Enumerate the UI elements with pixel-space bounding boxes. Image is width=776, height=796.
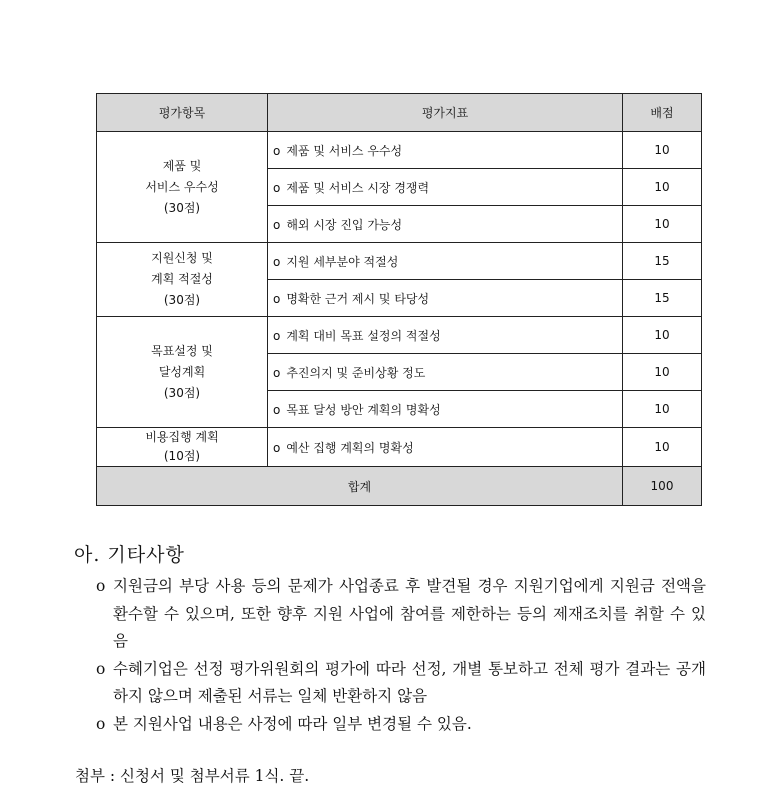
indicator-text: 제품 및 서비스 시장 경쟁력 — [286, 180, 430, 195]
bullet-mark: o — [273, 217, 281, 232]
bullet-mark: o — [96, 577, 106, 595]
table-row — [97, 317, 702, 354]
section-title: 아. 기타사항 — [74, 544, 185, 566]
category-line: (30점) — [163, 293, 201, 307]
table-header-row — [97, 94, 702, 132]
header-category: 평가항목 — [97, 94, 268, 132]
table-row — [97, 243, 702, 280]
bullet-mark: o — [96, 659, 106, 678]
attachment-line: 첨부 : 신청서 및 첨부서류 1식. 끝. — [75, 767, 310, 785]
list-item — [96, 656, 706, 711]
table-row — [97, 132, 702, 169]
category-cell — [97, 243, 268, 317]
header-score: 배점 — [623, 94, 702, 132]
bullet-mark: o — [273, 254, 281, 269]
indicator-cell — [268, 169, 623, 206]
indicator-cell — [268, 428, 623, 467]
total-score: 100 — [623, 467, 702, 506]
category-line: 달성계획 — [158, 364, 206, 379]
bullet-mark: o — [273, 291, 281, 306]
total-row — [97, 467, 702, 506]
indicator-text: 지원 세부분야 적절성 — [286, 254, 399, 269]
score-cell: 10 — [623, 206, 702, 243]
bullet-mark: o — [273, 180, 281, 195]
bullet-mark: o — [273, 365, 281, 380]
list-item — [96, 573, 706, 656]
category-line: 서비스 우수성 — [145, 179, 219, 194]
indicator-cell — [268, 354, 623, 391]
category-line: 지원신청 및 — [151, 251, 213, 265]
category-line: 비용집행 계획 — [145, 430, 219, 444]
category-line: 계획 적절성 — [151, 272, 213, 286]
score-cell: 10 — [623, 391, 702, 428]
category-cell — [97, 132, 268, 243]
bullet-mark: o — [273, 143, 281, 158]
indicator-text: 명확한 근거 제시 및 타당성 — [286, 291, 430, 306]
indicator-text: 해외 시장 진입 가능성 — [286, 217, 403, 232]
note-text: 본 지원사업 내용은 사정에 따라 일부 변경될 수 있음. — [113, 714, 472, 733]
table-row — [97, 428, 702, 467]
category-cell — [97, 317, 268, 428]
bullet-mark: o — [273, 402, 281, 417]
category-line: 목표설정 및 — [151, 343, 213, 358]
category-cell — [97, 428, 268, 467]
score-cell: 10 — [623, 132, 702, 169]
note-text: 수혜기업은 선정 평가위원회의 평가에 따라 선정, 개별 통보하고 전체 평가 결과는 공개하지 않으며 제출된 서류는 일체 반환하지 않음 — [113, 659, 706, 705]
score-cell: 10 — [623, 428, 702, 467]
indicator-cell — [268, 243, 623, 280]
indicator-text: 목표 달성 방안 계획의 명확성 — [286, 402, 441, 417]
score-cell: 10 — [623, 317, 702, 354]
notes-list — [96, 573, 706, 738]
indicator-cell — [268, 206, 623, 243]
indicator-cell — [268, 280, 623, 317]
header-indicator: 평가지표 — [268, 94, 623, 132]
list-item — [96, 711, 706, 739]
bullet-mark: o — [273, 328, 281, 343]
indicator-text: 제품 및 서비스 우수성 — [286, 143, 403, 158]
note-text: 지원금의 부당 사용 등의 문제가 사업종료 후 발견될 경우 지원기업에게 지원금 전액을 환수할 수 있으며, 또한 향후 지원 사업에 참여를 제한하는 등의 제재조치를 취할 수 있음 — [113, 577, 706, 650]
bullet-mark: o — [273, 440, 281, 455]
score-cell: 10 — [623, 354, 702, 391]
category-line: (10점) — [163, 449, 201, 463]
evaluation-table — [96, 93, 702, 506]
score-cell: 10 — [623, 169, 702, 206]
indicator-cell — [268, 132, 623, 169]
category-line: 제품 및 — [162, 158, 202, 173]
score-cell: 15 — [623, 280, 702, 317]
indicator-text: 계획 대비 목표 설정의 적절성 — [286, 328, 441, 343]
indicator-text: 예산 집행 계획의 명확성 — [286, 440, 414, 455]
category-line: (30점) — [163, 385, 201, 400]
score-cell: 15 — [623, 243, 702, 280]
total-label: 합계 — [97, 467, 623, 506]
bullet-mark: o — [96, 714, 106, 733]
indicator-cell — [268, 317, 623, 354]
indicator-cell — [268, 391, 623, 428]
category-line: (30점) — [163, 200, 201, 215]
indicator-text: 추진의지 및 준비상황 정도 — [286, 365, 426, 380]
